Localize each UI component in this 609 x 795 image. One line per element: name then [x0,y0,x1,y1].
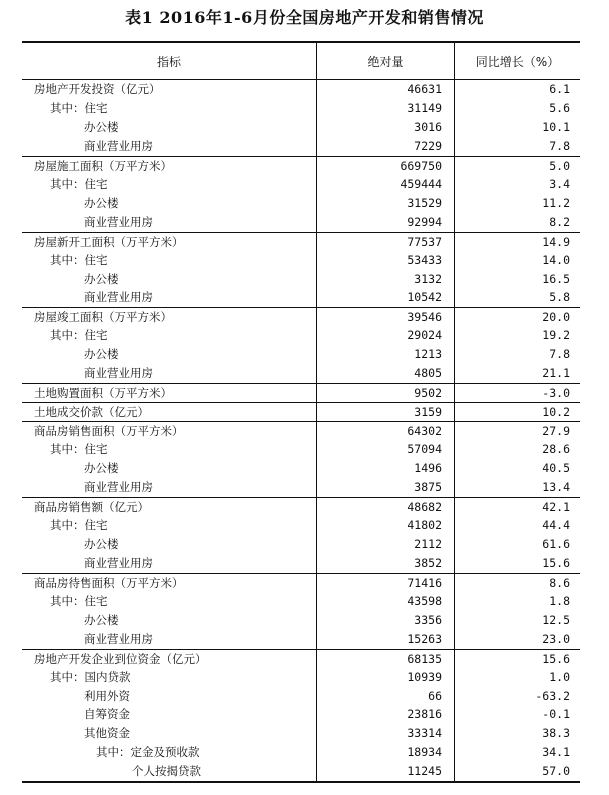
row-absolute-value: 15263 [316,630,454,649]
row-label: 其中：住宅 [50,442,108,457]
row-absolute-value: 53433 [316,251,454,270]
table-row [22,118,580,137]
table-row [22,364,580,383]
table-row [22,99,580,118]
row-label: 自筹资金 [84,707,130,722]
row-yoy-growth: 34.1 [454,743,580,762]
table-row [22,232,580,251]
row-absolute-value: 41802 [316,516,454,535]
row-label: 其他资金 [84,726,130,741]
table-row [22,705,580,724]
table-row [22,743,580,762]
table-row [22,535,580,554]
row-yoy-growth: 38.3 [454,724,580,743]
table-row [22,326,580,345]
row-absolute-value: 43598 [316,592,454,611]
row-yoy-growth: -3.0 [454,383,580,402]
header-indicator: 指标 [156,54,181,69]
table-row [22,573,580,592]
row-label: 办公楼 [84,195,119,210]
row-absolute-value: 11245 [316,762,454,781]
table-row [22,592,580,611]
row-label: 商品房待售面积（万平方米） [22,573,316,592]
row-yoy-growth: 19.2 [454,326,580,345]
row-label: 商业营业用房 [84,631,153,646]
row-absolute-value: 3016 [316,118,454,137]
row-yoy-growth: 1.8 [454,592,580,611]
row-label: 房屋竣工面积（万平方米） [22,307,316,326]
row-absolute-value: 3159 [316,402,454,421]
row-absolute-value: 33314 [316,724,454,743]
row-label: 其中：住宅 [50,100,108,115]
row-yoy-growth: 23.0 [454,630,580,649]
row-yoy-growth: 16.5 [454,270,580,289]
row-yoy-growth: 14.9 [454,232,580,251]
table-row [22,762,580,781]
table-title: 表1 2016年1-6月份全国房地产开发和销售情况 [125,8,484,27]
row-absolute-value: 64302 [316,421,454,440]
row-absolute-value: 92994 [316,213,454,232]
row-label: 商业营业用房 [84,480,153,495]
row-yoy-growth: 13.4 [454,478,580,497]
row-yoy-growth: -0.1 [454,705,580,724]
row-yoy-growth: 57.0 [454,762,580,781]
row-absolute-value: 48682 [316,497,454,516]
row-absolute-value: 669750 [316,156,454,175]
table-row [22,345,580,364]
row-label: 土地成交价款（亿元） [22,402,316,421]
row-yoy-growth: 8.6 [454,573,580,592]
row-yoy-growth: 15.6 [454,554,580,573]
table-row [22,630,580,649]
row-absolute-value: 29024 [316,326,454,345]
table-row [22,288,580,307]
row-yoy-growth: 5.8 [454,288,580,307]
row-yoy-growth: 42.1 [454,497,580,516]
row-absolute-value: 31149 [316,99,454,118]
row-yoy-growth: 14.0 [454,251,580,270]
table-header [22,43,580,80]
row-yoy-growth: 7.8 [454,345,580,364]
row-label: 其中：住宅 [50,176,108,191]
row-yoy-growth: 21.1 [454,364,580,383]
table-row [22,421,580,440]
row-absolute-value: 10542 [316,288,454,307]
row-label: 其中：国内贷款 [50,669,131,684]
row-label: 土地购置面积（万平方米） [22,383,316,402]
row-label: 办公楼 [84,271,119,286]
row-label: 其中：定金及预收款 [96,745,200,760]
row-absolute-value: 39546 [316,307,454,326]
row-absolute-value: 10939 [316,668,454,687]
row-absolute-value: 7229 [316,137,454,156]
row-absolute-value: 71416 [316,573,454,592]
table-body [22,80,580,781]
row-yoy-growth: -63.2 [454,687,580,706]
row-absolute-value: 57094 [316,440,454,459]
row-label: 其中：住宅 [50,517,108,532]
row-label: 商业营业用房 [84,214,153,229]
row-label: 房屋新开工面积（万平方米） [22,232,316,251]
table-row [22,156,580,175]
header-absolute: 绝对量 [316,43,454,79]
table-row [22,611,580,630]
row-absolute-value: 459444 [316,175,454,194]
table-row [22,478,580,497]
table-row [22,554,580,573]
row-label: 其中：住宅 [50,252,108,267]
row-yoy-growth: 10.2 [454,402,580,421]
row-label: 办公楼 [84,612,119,627]
row-label: 办公楼 [84,536,119,551]
table-row [22,440,580,459]
table-row [22,80,580,99]
row-yoy-growth: 27.9 [454,421,580,440]
row-yoy-growth: 28.6 [454,440,580,459]
table-row [22,724,580,743]
row-yoy-growth: 12.5 [454,611,580,630]
table-row [22,175,580,194]
row-label: 商品房销售面积（万平方米） [22,421,316,440]
row-label: 商品房销售额（亿元） [22,497,316,516]
row-absolute-value: 3132 [316,270,454,289]
row-absolute-value: 3875 [316,478,454,497]
row-yoy-growth: 44.4 [454,516,580,535]
row-label: 其中：住宅 [50,328,108,343]
row-label: 商业营业用房 [84,366,153,381]
row-absolute-value: 4805 [316,364,454,383]
row-label: 房屋施工面积（万平方米） [22,156,316,175]
table-row [22,497,580,516]
table-row [22,459,580,478]
row-yoy-growth: 40.5 [454,459,580,478]
table-row [22,402,580,421]
row-label: 其中：住宅 [50,593,108,608]
row-label: 房地产开发投资（亿元） [34,82,161,96]
row-yoy-growth: 20.0 [454,307,580,326]
row-yoy-growth: 7.8 [454,137,580,156]
row-absolute-value: 68135 [316,649,454,668]
row-label: 商业营业用房 [84,555,153,570]
row-absolute-value: 31529 [316,194,454,213]
row-label: 个人按揭贷款 [132,764,201,779]
table-row [22,137,580,156]
table-row [22,213,580,232]
row-label: 办公楼 [84,347,119,362]
row-yoy-growth: 6.1 [454,80,580,99]
row-yoy-growth: 8.2 [454,213,580,232]
header-yoy: 同比增长（%） [454,43,580,79]
row-absolute-value: 18934 [316,743,454,762]
table-row [22,649,580,668]
table-row [22,307,580,326]
row-label: 办公楼 [84,461,119,476]
row-absolute-value: 66 [316,687,454,706]
row-absolute-value: 23816 [316,705,454,724]
row-yoy-growth: 61.6 [454,535,580,554]
row-yoy-growth: 15.6 [454,649,580,668]
row-absolute-value: 1496 [316,459,454,478]
data-table [22,41,580,783]
row-yoy-growth: 5.0 [454,156,580,175]
row-label: 商业营业用房 [84,290,153,305]
table-row [22,194,580,213]
row-absolute-value: 3852 [316,554,454,573]
row-absolute-value: 1213 [316,345,454,364]
row-yoy-growth: 5.6 [454,99,580,118]
row-absolute-value: 9502 [316,383,454,402]
table-row [22,687,580,706]
table-row [22,516,580,535]
table-row [22,251,580,270]
row-yoy-growth: 1.0 [454,668,580,687]
row-label: 房地产开发企业到位资金（亿元） [22,649,316,668]
row-yoy-growth: 11.2 [454,194,580,213]
row-label: 商业营业用房 [84,138,153,153]
table-row [22,668,580,687]
row-label: 利用外资 [84,688,130,703]
row-absolute-value: 46631 [316,80,454,99]
row-yoy-growth: 3.4 [454,175,580,194]
row-absolute-value: 77537 [316,232,454,251]
table-row [22,383,580,402]
row-absolute-value: 2112 [316,535,454,554]
row-absolute-value: 3356 [316,611,454,630]
row-yoy-growth: 10.1 [454,118,580,137]
table-row [22,270,580,289]
row-label: 办公楼 [84,119,119,134]
